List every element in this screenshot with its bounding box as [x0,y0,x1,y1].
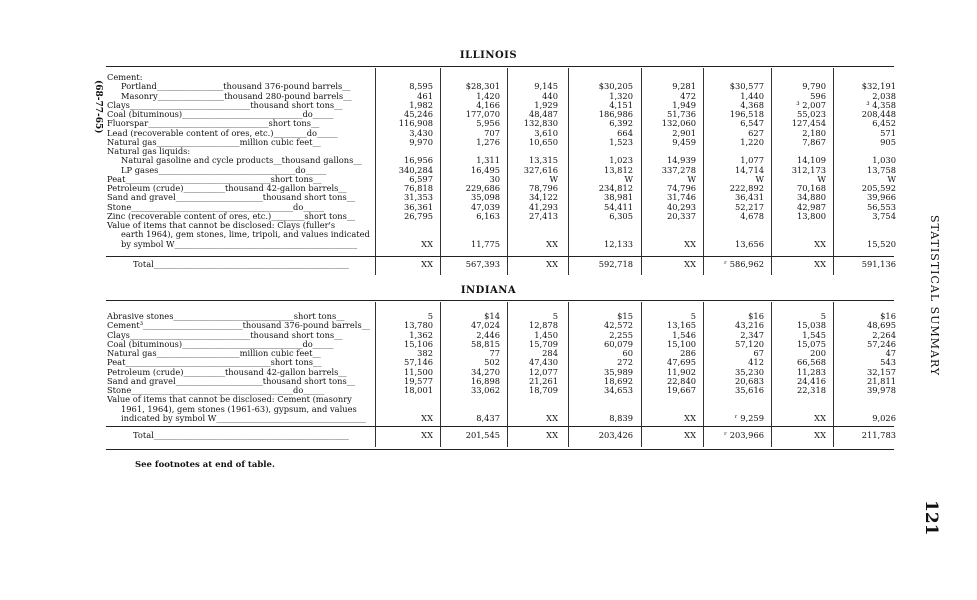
total-value: XX [684,430,696,440]
cell-value: 208,448 [861,109,896,119]
row-label: Cement: [107,73,143,82]
cell-value: $14 [484,311,500,321]
cell-value: 58,815 [470,338,500,349]
cell-value: 543 [880,357,896,368]
cell-value: 21,261 [528,375,558,386]
cell-value: 13,315 [528,155,558,166]
cell-value: 1,077 [740,155,764,166]
cell-value: 3,430 [409,127,433,138]
section-title-indiana: INDIANA [460,285,517,296]
cell-value: 70,168 [796,183,826,193]
cell-value: 74,796 [666,183,696,193]
cell-value: 43,216 [734,320,764,331]
cell-value: 47,039 [470,201,500,212]
cell-value: 1,311 [476,155,500,166]
cell-value: 2,180 [802,127,826,138]
cell-value: 15,106 [403,338,433,349]
total-value: ʳ 586,962 [724,259,764,269]
cell-value: 707 [484,127,500,138]
cell-value: 13,758 [866,164,896,175]
cell-value: 116,908 [398,118,433,129]
row-label: Stone_______________________________________do_____ [107,386,325,395]
cell-value: 4,368 [740,99,764,110]
row-label: Petroleum (crude)__________thousand 42-gallon barrels__ [107,184,347,193]
total-value: XX [814,259,826,269]
cell-value: 12,077 [528,366,558,377]
cell-value: 16,495 [470,164,500,175]
cell-value: 440 [542,90,558,101]
cell-value: 56,553 [866,201,896,212]
cell-value: 9,026 [872,412,896,423]
cell-value: 472 [680,90,696,101]
total-value: XX [814,430,826,440]
cell-value: 6,547 [740,118,764,129]
cell-value: 11,283 [796,366,826,377]
cell-value: 1,362 [409,329,433,340]
cell-value: W [549,173,558,184]
cell-value: 382 [417,348,433,358]
cell-value: 14,714 [734,164,764,175]
cell-value: ³ 4,358 [866,99,896,110]
cell-value: 10,650 [528,136,558,147]
cell-value: W [624,173,633,184]
cell-value: 57,246 [866,338,896,349]
total-value: 591,136 [861,259,896,269]
illinois-top-rule [106,66,894,67]
cell-value: 9,790 [802,81,826,92]
cell-value: 13,780 [403,320,433,331]
total-value: 203,426 [598,430,633,440]
cell-value: 6,305 [609,210,633,221]
cell-value: 284 [542,348,558,358]
cell-value: 5,956 [476,118,500,129]
cell-value: 196,518 [729,109,764,119]
cell-value: 272 [617,357,633,368]
cell-value: 60,079 [603,338,633,349]
cell-value: XX [814,412,826,423]
cell-value: W [755,173,764,184]
cell-value: 596 [810,90,826,101]
cell-value: 14,109 [796,155,826,166]
cell-value: 36,361 [403,201,433,212]
cell-value: 42,572 [603,320,633,331]
row-label: Clays_____________________________thousand short tons__ [107,100,343,110]
cell-value: 76,818 [403,183,433,193]
cell-value: 6,163 [476,210,500,221]
cell-value: 24,416 [796,375,826,386]
row-label: Fluorspar_____________________________short tons__ [107,119,320,129]
cell-value: 31,353 [403,192,433,203]
section-title-illinois: ILLINOIS [459,50,518,61]
cell-value: $16 [748,311,764,321]
row-label: indicated by symbol W____________________________________ [121,413,366,423]
cell-value: 905 [880,136,896,147]
cell-value: W [817,173,826,184]
cell-value: 1,276 [476,136,500,147]
cell-value: 1,546 [672,329,696,340]
cell-value: 1,545 [802,329,826,340]
cell-value: 16,898 [470,375,500,386]
cell-value: $15 [617,311,633,321]
cell-value: 57,120 [734,338,764,349]
cell-value: XX [546,238,558,249]
cell-value: 41,293 [528,201,558,212]
cell-value: 1,030 [872,155,896,166]
cell-value: 2,446 [476,329,500,340]
cell-value: 286 [680,348,696,358]
cell-value: 35,616 [734,385,764,395]
cell-value: 34,122 [528,192,558,203]
cell-value: 340,284 [398,164,433,175]
cell-value: 2,901 [672,127,696,138]
cell-value: 48,487 [528,109,558,119]
cell-value: 571 [880,127,896,138]
cell-value: 48,695 [866,320,896,331]
cell-value: 51,736 [666,109,696,119]
cell-value: $30,577 [729,81,764,92]
cell-value: 229,686 [465,183,500,193]
cell-value: 2,255 [609,329,633,340]
cell-value: 47 [885,348,896,358]
cell-value: 205,592 [861,183,896,193]
row-label: Peat___________________________________short tons__ [107,174,322,184]
cell-value: ʳ 9,259 [734,412,764,423]
cell-value: 7,867 [802,136,826,147]
row-label: Peat___________________________________short tons__ [107,358,322,368]
cell-value: 127,454 [791,118,826,129]
cell-value: 1,929 [534,99,558,110]
cell-value: 35,989 [603,366,633,377]
total-value: XX [421,259,433,269]
cell-value: 4,678 [740,210,764,221]
cell-value: 5 [690,311,696,321]
total-value: ʳ 203,966 [724,430,764,440]
cell-value: 66,568 [796,357,826,368]
cell-value: $30,205 [598,81,633,92]
cell-value: 13,800 [796,210,826,221]
cell-value: 1,420 [476,90,500,101]
cell-value: 5 [552,311,558,321]
row-label: Coal (bituminous)_____________________________do_____ [107,339,334,349]
cell-value: 3,610 [534,127,558,138]
row-label: Portland________________thousand 376-pound barrels__ [121,82,351,92]
cell-value: 1,023 [609,155,633,166]
cell-value: 60 [622,348,633,358]
cell-value: XX [814,238,826,249]
total-value: XX [546,259,558,269]
row-label: Clays_____________________________thousand short tons__ [107,330,343,340]
cell-value: 38,981 [603,192,633,203]
cell-value: 67 [753,348,764,358]
cell-value: 2,038 [872,90,896,101]
cell-value: 15,075 [796,338,826,349]
cell-value: XX [546,412,558,423]
cell-value: 11,902 [666,366,696,377]
cell-value: 34,653 [603,385,633,395]
cell-value: 12,878 [528,320,558,331]
cell-value: 11,500 [403,366,433,377]
total-value: 211,783 [861,430,896,440]
cell-value: 42,987 [796,201,826,212]
row-label: Masonry________________thousand 280-pound barrels__ [121,91,352,101]
cell-value: 27,413 [528,210,558,221]
cell-value: 35,098 [470,192,500,203]
cell-value: XX [684,412,696,423]
cell-value: 1,949 [672,99,696,110]
cell-value: 8,595 [409,81,433,92]
cell-value: 1,220 [740,136,764,147]
cell-value: 5 [820,311,826,321]
cell-value: 77 [489,348,500,358]
total-value: XX [684,259,696,269]
total-value: 567,393 [465,259,500,269]
cell-value: 35,230 [734,366,764,377]
cell-value: 327,616 [523,164,558,175]
row-label: by symbol W____________________________________________ [121,239,358,249]
cell-value: 34,270 [470,366,500,377]
cell-value: W [887,173,896,184]
cell-value: 13,656 [734,238,764,249]
cell-value: 36,431 [734,192,764,203]
cell-value: 5 [427,311,433,321]
row-label: Coal (bituminous)_____________________________do_____ [107,110,334,119]
cell-value: 312,173 [791,164,826,175]
cell-value: 1,320 [609,90,633,101]
cell-value: 57,146 [403,357,433,368]
row-label: Sand and gravel_____________________thousand short tons__ [107,376,356,386]
total-label: Total_______________________________________________ [133,260,349,269]
cell-value: 132,060 [661,118,696,129]
total-rule [106,256,894,257]
row-label: Natural gas____________________million cubic feet__ [107,137,321,147]
cell-value: 4,151 [609,99,633,110]
cell-value: 15,520 [866,238,896,249]
cell-value: 11,775 [470,238,500,249]
total-rule [106,426,894,427]
row-label: Sand and gravel_____________________thousand short tons__ [107,193,356,203]
row-label: Natural gas liquids: [107,147,191,156]
cell-value: $16 [880,311,896,321]
cell-value: 461 [417,90,433,101]
cell-value: 8,839 [609,412,633,423]
margin-mark: (68-77-65) [93,80,103,134]
cell-value: 78,796 [528,183,558,193]
cell-value: 12,133 [603,238,633,249]
total-value: 201,545 [465,430,500,440]
cell-value: 16,956 [403,155,433,166]
cell-value: $32,191 [861,81,896,92]
row-label: Zinc (recoverable content of ores, etc.)________short tons__ [107,211,356,221]
cell-value: 15,100 [666,338,696,349]
cell-value: 664 [617,127,633,138]
cell-value: 26,795 [403,210,433,221]
cell-value: 132,830 [523,118,558,129]
cell-value: 19,667 [666,385,696,395]
bottom-rule [106,449,894,450]
row-label: Natural gas____________________million cubic feet__ [107,349,321,358]
cell-value: 20,683 [734,375,764,386]
cell-value: 3,754 [872,210,896,221]
cell-value: 1,450 [534,329,558,340]
cell-value: 177,070 [465,109,500,119]
cell-value: 18,001 [403,385,433,395]
cell-value: 15,038 [796,320,826,331]
cell-value: 502 [484,357,500,368]
cell-value: 22,318 [796,385,826,395]
cell-value: 627 [748,127,764,138]
total-value: 592,718 [598,259,633,269]
cell-value: 412 [748,357,764,368]
cell-value: 1,523 [609,136,633,147]
row-label: Cement³________________________thousand 376-pound barrels__ [107,321,371,331]
cell-value: 47,430 [528,357,558,368]
page-number: 121 [921,500,941,536]
cell-value: 337,278 [661,164,696,175]
total-label: Total_______________________________________________ [133,431,349,440]
cell-value: 222,892 [729,183,764,193]
cell-value: 1,982 [409,99,433,110]
row-label: LP gases_________________________________do_____ [121,165,327,175]
cell-value: 9,281 [672,81,696,92]
cell-value: 21,811 [866,375,896,386]
cell-value: 33,062 [470,385,500,395]
cell-value: XX [684,238,696,249]
cell-value: 9,459 [672,136,696,147]
cell-value: 18,709 [528,385,558,395]
row-label: Stone_______________________________________do_____ [107,202,325,212]
cell-value: 47,695 [666,357,696,368]
cell-value: 52,217 [734,201,764,212]
cell-value: 30 [489,173,500,184]
row-label: Lead (recoverable content of ores, etc.)________do_____ [107,128,338,138]
row-label: Natural gasoline and cycle products__thousand gallons__ [121,156,362,166]
cell-value: 39,978 [866,385,896,395]
indiana-top-rule [106,300,894,301]
cell-value: 22,840 [666,375,696,386]
row-label: Value of items that cannot be disclosed: Clays (fuller's [107,221,336,230]
cell-value: 6,392 [609,118,633,129]
cell-value: 186,986 [598,109,633,119]
row-label: Value of items that cannot be disclosed: Cement (masonry [107,395,352,405]
row-label: 1961, 1964), gem stones (1961-63), gypsum, and values [121,404,357,414]
cell-value: 6,597 [409,173,433,184]
cell-value: 8,437 [476,412,500,423]
cell-value: 18,692 [603,375,633,386]
cell-value: 55,023 [796,109,826,119]
cell-value: 9,970 [409,136,433,147]
total-value: XX [546,430,558,440]
cell-value: 20,337 [666,210,696,221]
cell-value: 47,024 [470,320,500,331]
cell-value: XX [421,238,433,249]
cell-value: 2,347 [740,329,764,340]
cell-value: $28,301 [465,81,500,92]
row-label: earth 1964), gem stones, lime, tripoli, and values indicated [121,230,370,240]
cell-value: 31,746 [666,192,696,203]
cell-value: 234,812 [598,183,633,193]
cell-value: W [687,173,696,184]
row-label: Petroleum (crude)__________thousand 42-gallon barrels__ [107,367,347,377]
cell-value: 4,166 [476,99,500,110]
row-label: Abrasive stones_____________________________short tons__ [107,312,345,321]
cell-value: XX [421,412,433,423]
cell-value: 39,966 [866,192,896,203]
cell-value: 34,880 [796,192,826,203]
cell-value: 32,157 [866,366,896,377]
cell-value: 15,709 [528,338,558,349]
cell-value: 40,293 [666,201,696,212]
cell-value: 14,939 [666,155,696,166]
cell-value: 13,165 [666,320,696,331]
footnote: See footnotes at end of table. [135,460,275,470]
total-value: XX [421,430,433,440]
cell-value: 200 [810,348,826,358]
side-title: STATISTICAL SUMMARY [928,215,941,377]
cell-value: 2,264 [872,329,896,340]
cell-value: 13,812 [603,164,633,175]
cell-value: 1,440 [740,90,764,101]
cell-value: 9,145 [534,81,558,92]
cell-value: 6,452 [872,118,896,129]
cell-value: 19,577 [403,375,433,386]
cell-value: 45,246 [403,109,433,119]
cell-value: ³ 2,007 [796,99,826,110]
cell-value: 54,411 [603,201,633,212]
